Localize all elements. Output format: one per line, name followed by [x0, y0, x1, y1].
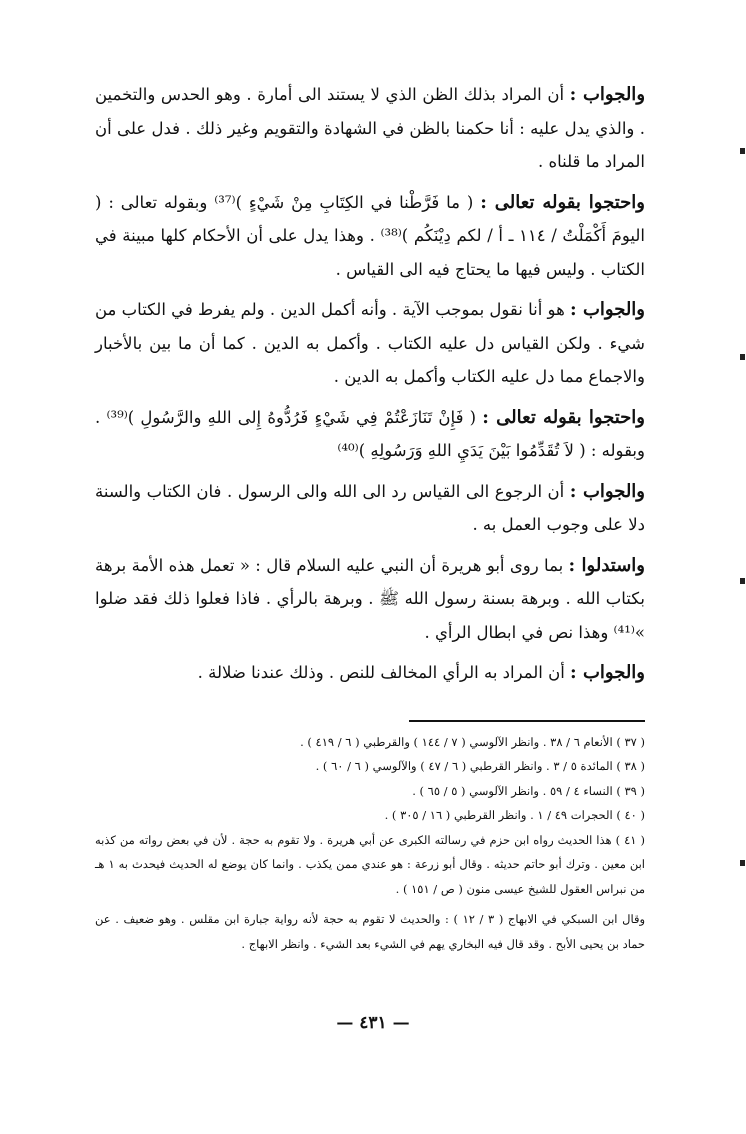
- footnote: ( ٣٧ ) الأنعام ٦ / ٣٨ . وانظر الآلوسي ( ٧ / ١٤٤ ) والقرطبي ( ٦ / ٤١٩ ) .: [300, 734, 645, 749]
- paragraph-lead: والجواب :: [569, 480, 646, 502]
- main-text: [95, 78, 645, 690]
- paragraph: [95, 293, 645, 394]
- paragraph: [95, 475, 645, 542]
- page-body: [95, 78, 645, 956]
- paragraph: [95, 549, 645, 650]
- footnote: ( ٤٠ ) الحجرات ٤٩ / ١ . وانظر القرطبي ( ١٦ / ٣٠٥ ) .: [384, 808, 645, 822]
- paragraph-lead: واحتجوا بقوله تعالى :: [482, 406, 645, 428]
- paragraph-text: ( ما فَرَّطْنا في الكِتَابِ مِنْ شَيْءٍ )⁽³⁷⁾ وبقوله تعالى : ( اليومَ أَكْمَلْتُ / ١١٤ ـ أ / لكم دِيْنَكُم )⁽³⁸⁾ . وهذا يدل على أن الأحكام كلها مبينة في الكتاب . وليس فيها ما يحتاج فيه الى القياس .: [95, 192, 645, 279]
- binding-mark: [740, 578, 745, 584]
- footnote: ( ٣٩ ) النساء ٤ / ٥٩ . وانظر الآلوسي ( ٥ / ٦٥ ) .: [412, 783, 645, 798]
- footnote: ( ٣٨ ) المائدة ٥ / ٣ . وانظر القرطبي ( ٦ / ٤٧ ) والآلوسي ( ٦ / ٦٠ ) .: [315, 759, 645, 773]
- binding-mark: [740, 860, 745, 866]
- paragraph-lead: واحتجوا بقوله تعالى :: [480, 191, 645, 213]
- paragraph: [95, 656, 645, 690]
- paragraph: [95, 401, 645, 468]
- footnotes: [95, 730, 645, 957]
- paragraph-text: بما روى أبو هريرة أن النبي عليه السلام قال : « تعمل هذه الأمة برهة بكتاب الله . وبرهة بسنة رسول الله ﷺ . وبرهة بالرأي . فاذا فعلوا ذلك فقد ضلوا »⁽⁴¹⁾ وهذا نص في ابطال الرأي .: [95, 555, 645, 642]
- paragraph: [95, 186, 645, 287]
- paragraph: [95, 78, 645, 179]
- page-number: — ٤٣١ —: [336, 1013, 410, 1033]
- binding-mark: [740, 354, 745, 360]
- footnote: ( ٤١ ) هذا الحديث رواه ابن حزم في رسالته الكبرى عن أبي هريرة . ولا تقوم به حجة . لأن في بعض رواته من كذبه ابن معين . وترك أبو حاتم حديثه . وقال أبو زرعة : هو عندي ممن يكذب . وانما كان يوضع له الحديث فيحدث به ١ هـ من نبراس العقول للشيخ عيسى منون ( ص / ١٥١ ) .: [95, 832, 645, 896]
- footnote-extra: وقال ابن السبكي في الابهاج ( ٣ / ١٢ ) : والحديث لا تقوم به حجة لأنه رواية جبارة ابن مقلس . وهو ضعيف . عن حماد بن يحيى الأبح . وقد قال فيه البخاري يهم في الشيء بعد الشيء . وانظر الابهاج .: [95, 912, 646, 951]
- paragraph-lead: والجواب :: [569, 84, 646, 105]
- paragraph-text: أن المراد بذلك الظن الذي لا يستند الى أمارة . وهو الحدس والتخمين . والذي يدل عليه : أنا حكمنا بالظن في الشهادة والتقويم وغير ذلك . فدل على أن المراد ما قلناه .: [95, 85, 645, 171]
- paragraph-lead: والجواب :: [570, 299, 646, 320]
- footnote-divider: [409, 720, 645, 722]
- paragraph-lead: واستدلوا :: [568, 554, 645, 576]
- paragraph-text: أن المراد به الرأي المخالف للنص . وذلك عندنا ضلالة .: [197, 663, 571, 682]
- paragraph-text: أن الرجوع الى القياس رد الى الله والى الرسول . فان الكتاب والسنة دلا على وجوب العمل به .: [95, 481, 645, 534]
- paragraph-lead: والجواب :: [570, 662, 645, 683]
- paragraph-text: ( فَإِنْ تَنَازَعْتُمْ فِي شَيْءٍ فَرُدُّوهُ إِلى اللهِ والرَّسُولِ )⁽³⁹⁾ . وبقوله : ( لاَ تُقَدِّمُوا بَيْنَ يَدَيِ اللهِ وَرَسُولِهِ )⁽⁴⁰⁾: [95, 407, 645, 460]
- binding-mark: [740, 148, 745, 154]
- paragraph-text: هو أنا نقول بموجب الآية . وأنه أكمل الدين . ولم يفرط في الكتاب من شيء . ولكن القياس دل عليه الكتاب . وأكمل به الدين . كما أن ما بين بالأخبار والاجماع مما دل عليه الكتاب وأكمل به الدين .: [95, 300, 645, 386]
